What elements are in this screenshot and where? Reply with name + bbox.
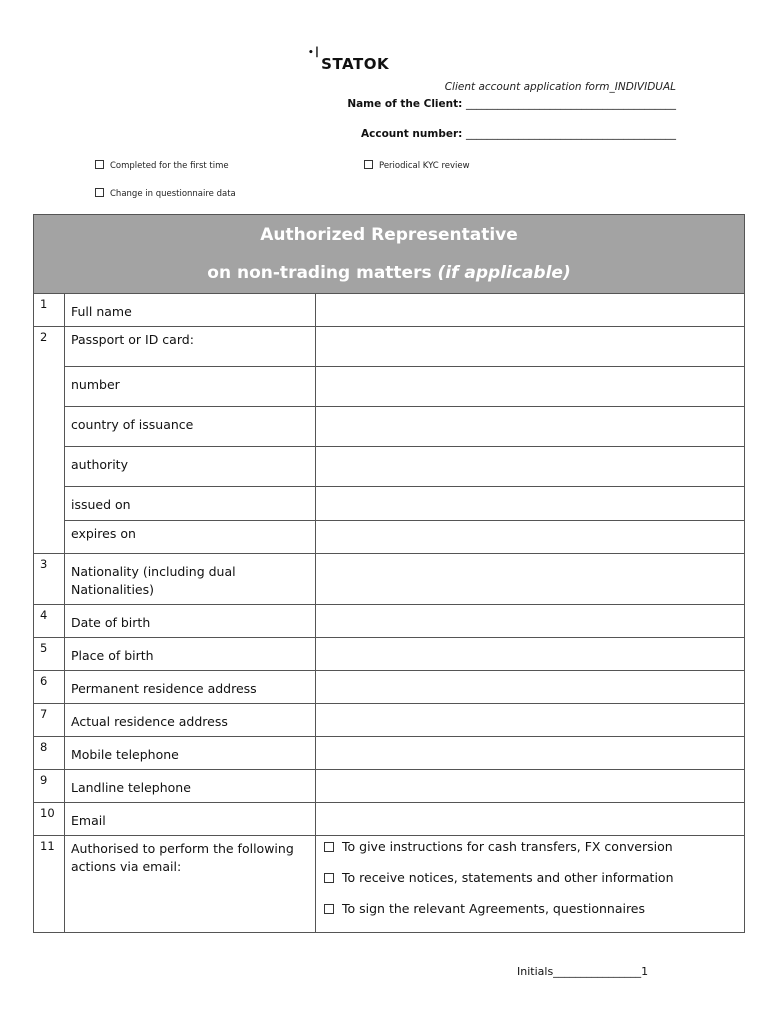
section-title-line2: on non-trading matters (if applicable) (207, 263, 571, 283)
table-row (34, 737, 745, 770)
table-row (34, 487, 745, 521)
email-authorisation-options (316, 836, 745, 933)
table-row (34, 836, 745, 933)
client-name-field[interactable] (347, 98, 676, 110)
checkbox-icon[interactable] (324, 873, 334, 883)
passport-number-label: number (65, 367, 316, 407)
logo-text: STATOK (321, 55, 390, 73)
email-input[interactable] (316, 803, 745, 836)
landline-telephone-label: Landline telephone (65, 770, 316, 803)
logo-mark-icon: •┃ (308, 48, 321, 58)
place-of-birth-label: Place of birth (65, 638, 316, 671)
account-number-field[interactable] (361, 128, 676, 140)
row-number: 6 (34, 671, 65, 704)
account-number-blank[interactable]: ________________________________________ (466, 128, 676, 140)
checkbox-icon[interactable] (95, 188, 104, 197)
client-name-blank[interactable]: ________________________________________ (466, 98, 676, 110)
row-number: 5 (34, 638, 65, 671)
permanent-address-label: Permanent residence address (65, 671, 316, 704)
row-number: 10 (34, 803, 65, 836)
mobile-telephone-input[interactable] (316, 737, 745, 770)
change-data-label: Change in questionnaire data (110, 189, 236, 199)
change-data-option[interactable] (95, 188, 236, 199)
expires-on-label: expires on (65, 521, 316, 554)
place-of-birth-input[interactable] (316, 638, 745, 671)
checkbox-icon[interactable] (364, 160, 373, 169)
table-row (34, 367, 745, 407)
initials-field[interactable]: Initials________________1 (517, 965, 649, 978)
full-name-input[interactable] (316, 294, 745, 327)
first-time-label: Completed for the first time (110, 161, 229, 171)
table-row (34, 704, 745, 737)
passport-label: Passport or ID card: (65, 327, 316, 367)
row-number: 3 (34, 554, 65, 605)
row-number: 7 (34, 704, 65, 737)
table-row (34, 605, 745, 638)
landline-telephone-input[interactable] (316, 770, 745, 803)
permanent-address-input[interactable] (316, 671, 745, 704)
passport-number-input[interactable] (316, 367, 745, 407)
table-row (34, 638, 745, 671)
issued-on-label: issued on (65, 487, 316, 521)
issued-on-input[interactable] (316, 487, 745, 521)
section-title-line1: Authorized Representative (260, 225, 518, 245)
statok-logo (308, 50, 389, 73)
periodical-review-label: Periodical KYC review (379, 161, 470, 171)
mobile-telephone-label: Mobile telephone (65, 737, 316, 770)
section-header (34, 215, 745, 294)
row-number: 9 (34, 770, 65, 803)
date-of-birth-label: Date of birth (65, 605, 316, 638)
row-number: 8 (34, 737, 65, 770)
client-name-label: Name of the Client: (347, 98, 463, 110)
nationality-label: Nationality (including dual Nationalities) (65, 554, 316, 605)
table-row (34, 447, 745, 487)
form-title: Client account application form_INDIVIDUAL (444, 81, 676, 93)
actual-address-label: Actual residence address (65, 704, 316, 737)
passport-input[interactable] (316, 327, 745, 367)
table-row (34, 770, 745, 803)
first-time-option[interactable] (95, 160, 229, 171)
expires-on-input[interactable] (316, 521, 745, 554)
table-row (34, 327, 745, 367)
email-authorisation-label: Authorised to perform the following actions via email: (65, 836, 316, 933)
checkbox-icon[interactable] (324, 842, 334, 852)
email-label: Email (65, 803, 316, 836)
table-row (34, 294, 745, 327)
table-row (34, 521, 745, 554)
checkbox-icon[interactable] (324, 904, 334, 914)
authority-label: authority (65, 447, 316, 487)
table-row (34, 554, 745, 605)
authority-input[interactable] (316, 447, 745, 487)
country-of-issuance-label: country of issuance (65, 407, 316, 447)
row-number: 11 (34, 836, 65, 933)
table-row (34, 407, 745, 447)
row-number: 4 (34, 605, 65, 638)
option-receive-notices[interactable]: To receive notices, statements and other information (324, 870, 744, 901)
table-row (34, 671, 745, 704)
row-number: 1 (34, 294, 65, 327)
actual-address-input[interactable] (316, 704, 745, 737)
nationality-input[interactable] (316, 554, 745, 605)
checkbox-icon[interactable] (95, 160, 104, 169)
table-row (34, 803, 745, 836)
country-of-issuance-input[interactable] (316, 407, 745, 447)
account-number-label: Account number: (361, 128, 463, 140)
periodical-review-option[interactable] (364, 160, 470, 171)
row-number: 2 (34, 327, 65, 367)
representative-table (33, 214, 745, 933)
option-sign-agreements[interactable]: To sign the relevant Agreements, questionnaires (324, 901, 744, 932)
full-name-label: Full name (65, 294, 316, 327)
date-of-birth-input[interactable] (316, 605, 745, 638)
option-cash-transfers[interactable]: To give instructions for cash transfers, FX conversion (324, 839, 744, 870)
